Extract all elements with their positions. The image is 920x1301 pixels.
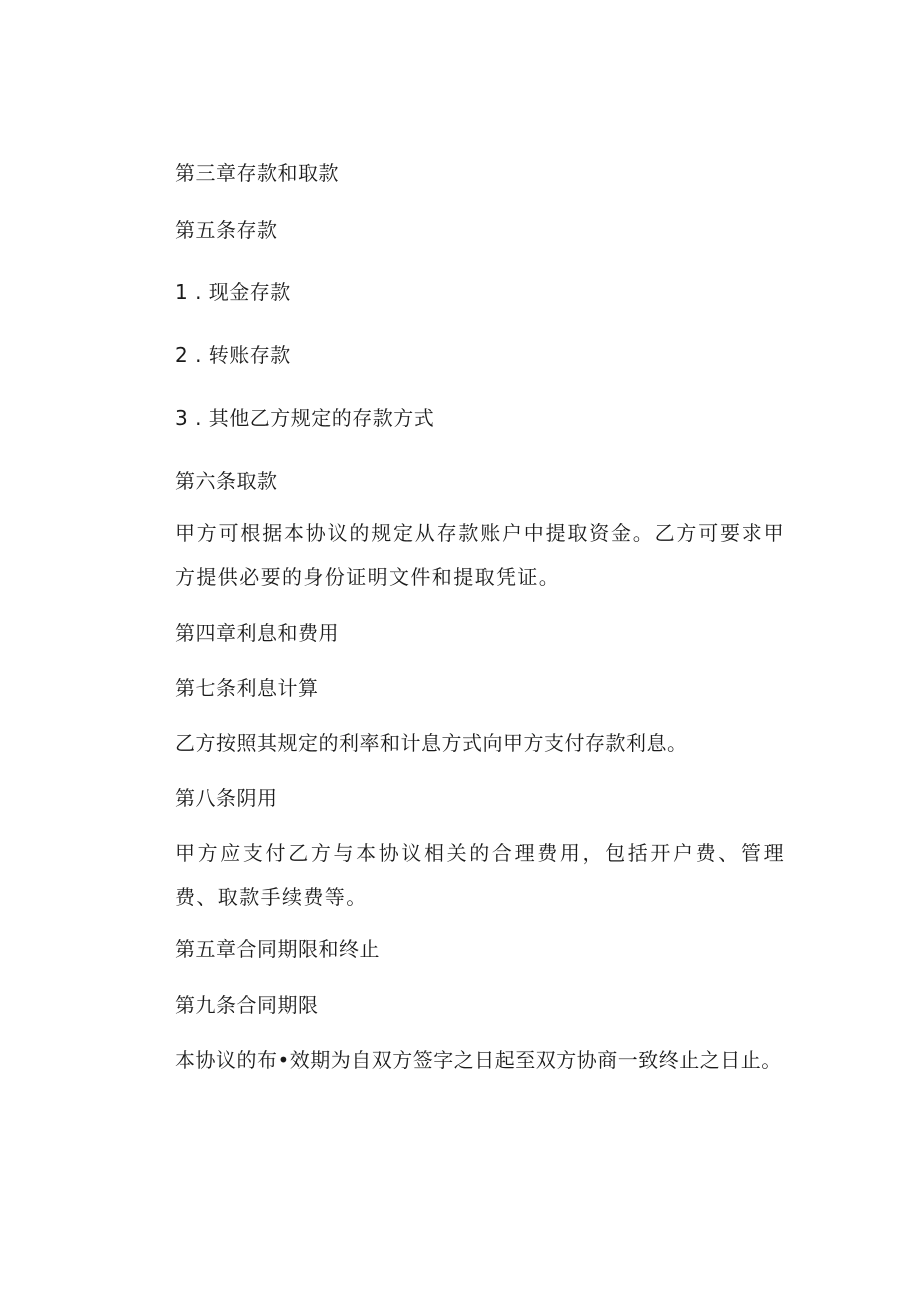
article8-title: 第八条阴用: [175, 786, 278, 810]
article7-body: 乙方按照其规定的利率和计息方式向甲方支付存款利息。: [175, 731, 688, 755]
deposit-item-2: 2 . 转账存款: [175, 343, 291, 367]
article8-body: 甲方应支付乙方与本协议相关的合理费用，包括开户费、管理费、取款手续费等。: [175, 841, 785, 909]
article6-body: 甲方可根据本协议的规定从存款账户中提取资金。乙方可要求甲方提供必要的身份证明文件和提取凭证。: [175, 521, 785, 589]
article9-body: 本协议的布•效期为自双方签字之日起至双方协商一致终止之日止。: [175, 1048, 782, 1072]
deposit-item-3: 3 . 其他乙方规定的存款方式: [175, 406, 435, 430]
article5-title: 第五条存款: [175, 218, 278, 242]
chapter5-heading: 第五章合同期限和终止: [175, 937, 380, 961]
article7-title: 第七条利息计算: [175, 676, 319, 700]
chapter3-heading: 第三章存款和取款: [175, 161, 339, 185]
chapter4-heading: 第四章利息和费用: [175, 621, 339, 645]
article9-title: 第九条合同期限: [175, 993, 319, 1017]
article6-title: 第六条取款: [175, 469, 278, 493]
deposit-item-1: 1 . 现金存款: [175, 280, 291, 304]
